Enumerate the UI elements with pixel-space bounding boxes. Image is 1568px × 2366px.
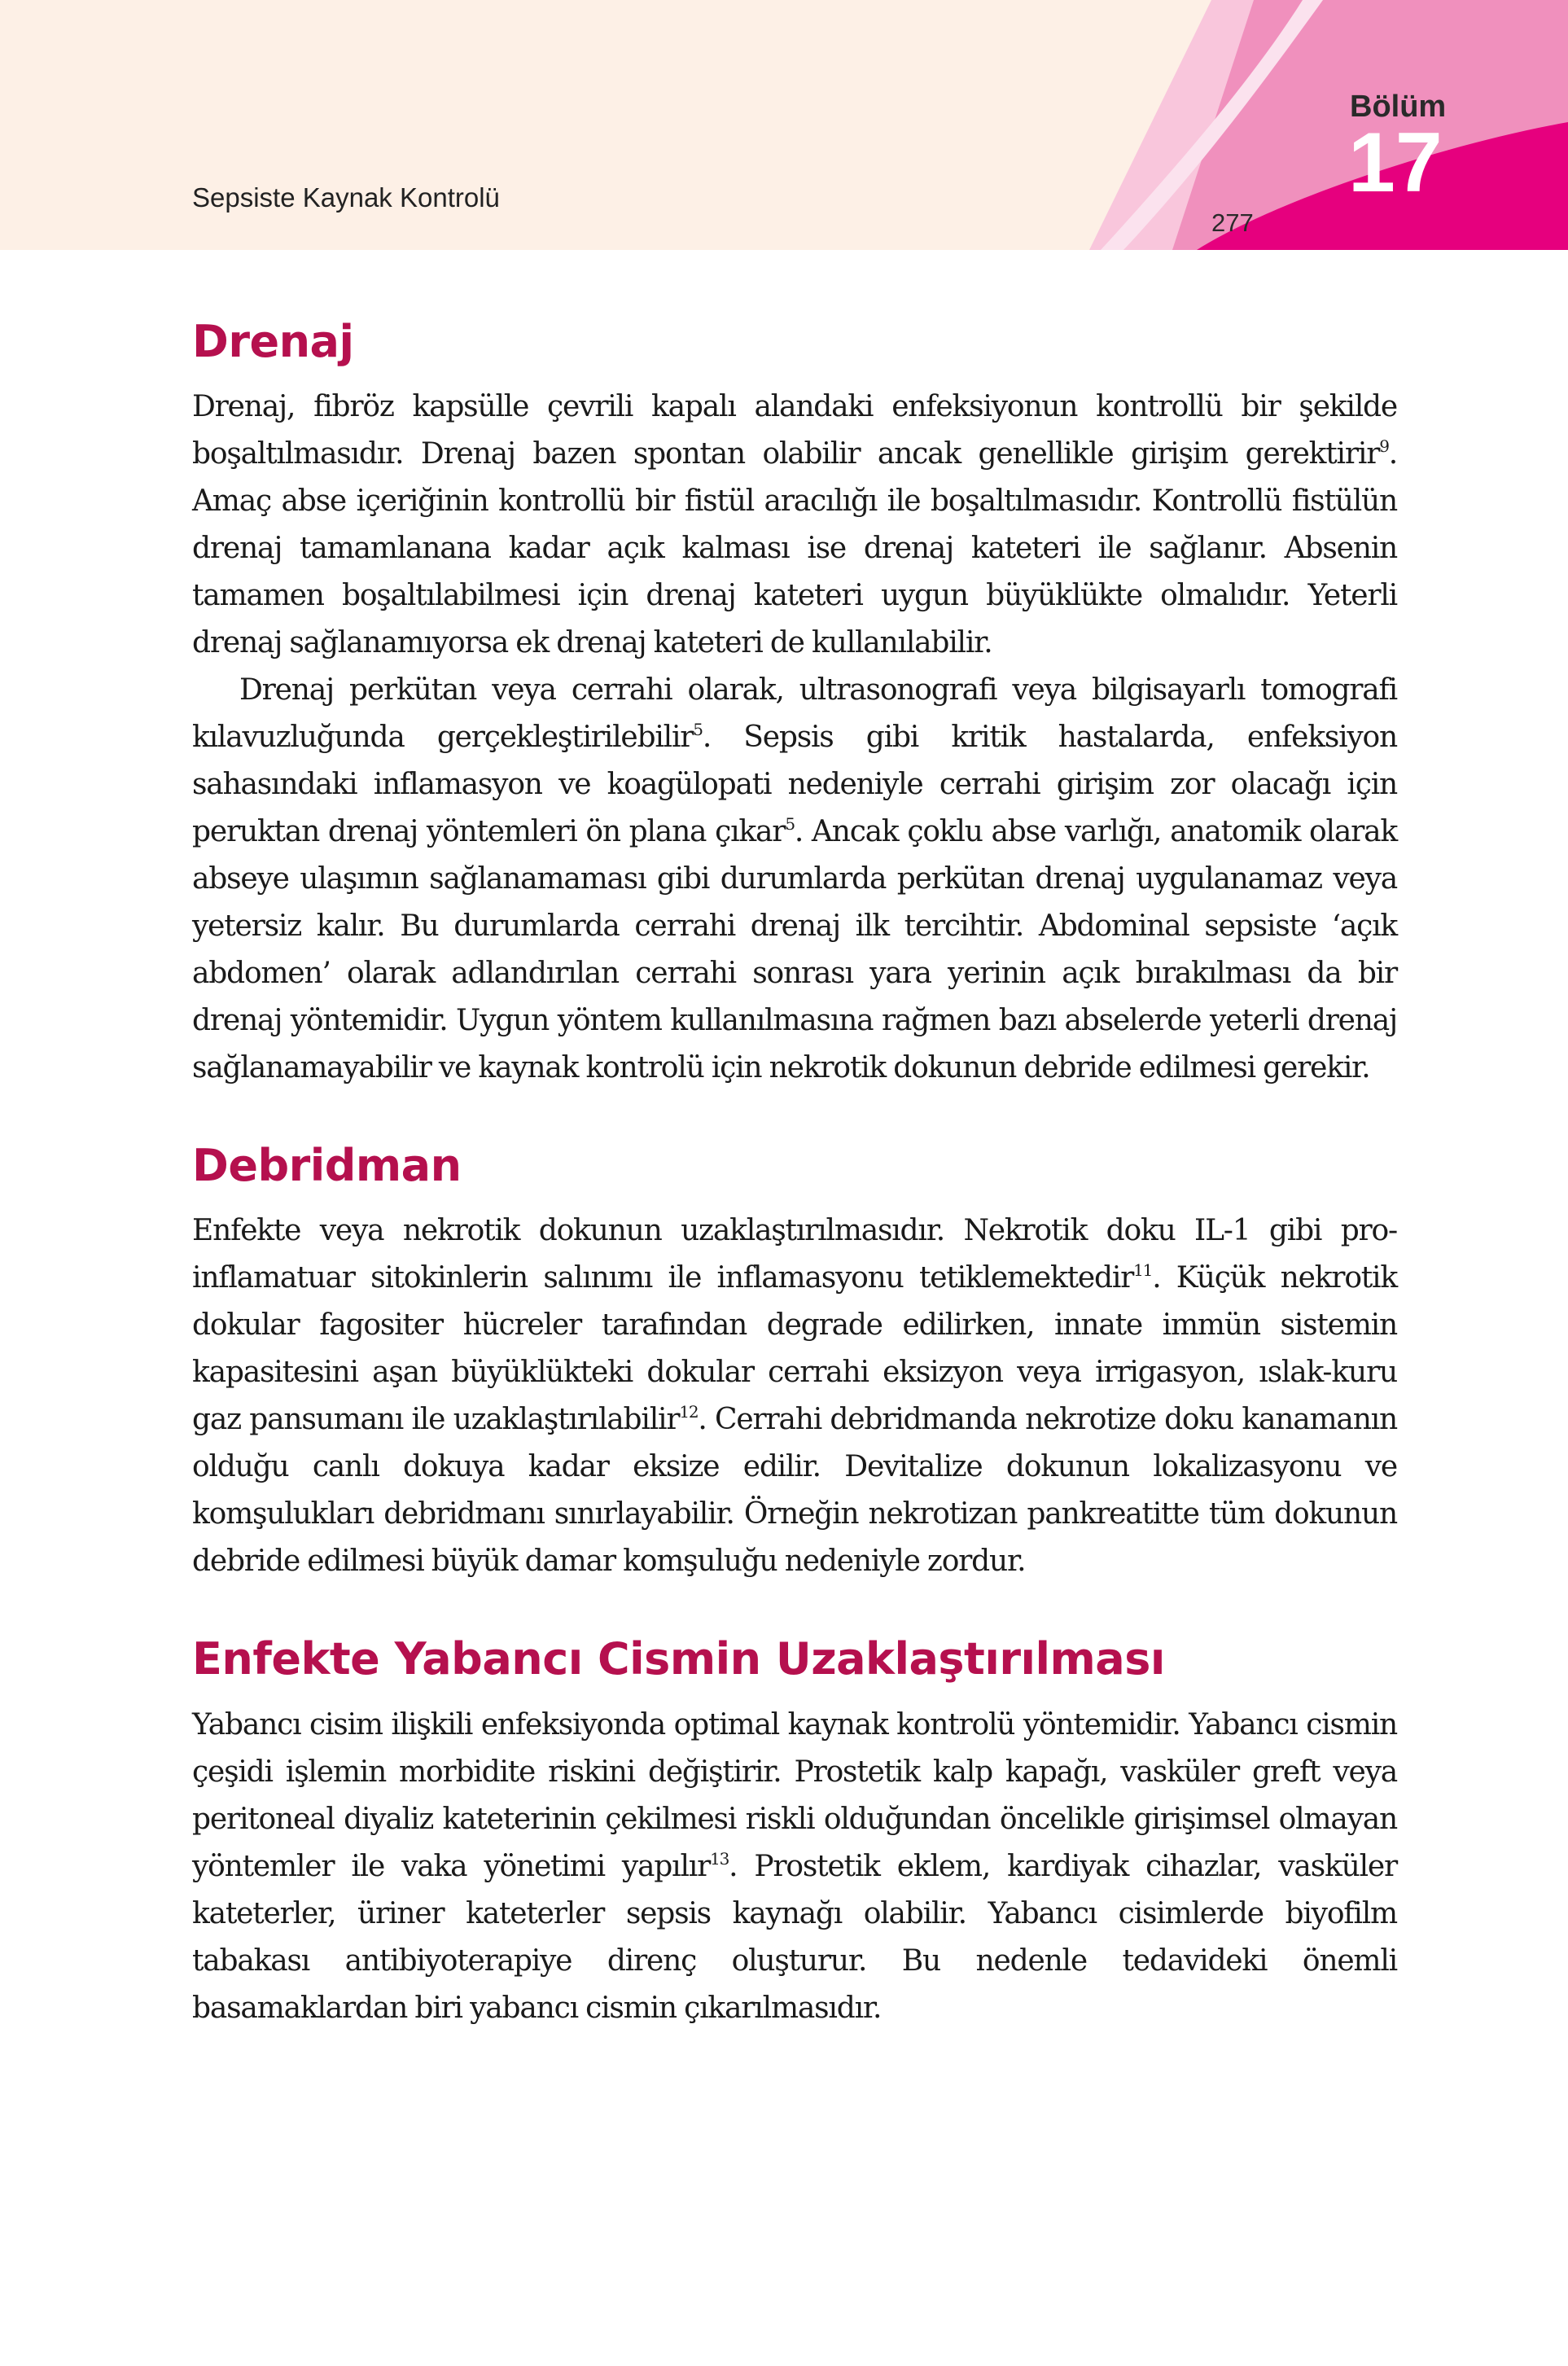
paragraph: Yabancı cisim ilişkili enfeksiyonda optimal kaynak kontrolü yöntemidir. Yabancı cismin çeşidi işlemin morbidite riskini değiştirir. Prostetik kalp kapağı, vasküler greft veya peritoneal diyaliz kateterinin çekilmesi riskli olduğundan öncelikle girişimsel olmayan yöntemler ile vaka yönetimi yapılır$^{13}$. Prostetik eklem, kardiyak cihazlar, vasküler kateterler, üriner kateterler sepsis kaynağı olabilir. Yabancı cisimlerde biyofilm tabakası antibiyoterapiye direnç oluşturur. Bu nedenle tedavideki önemli basamaklardan biri yabancı cismin çıkarılmasıdır. xyxy=(192,1707,1398,2025)
citation-ref: 5 xyxy=(785,814,795,835)
running-title: Sepsiste Kaynak Kontrolü xyxy=(192,182,500,213)
chapter-label: Bölüm xyxy=(1350,90,1447,124)
paragraph: Drenaj perkütan veya cerrahi olarak, ultrasonografi veya bilgisayarlı tomografi kılavuzluğunda gerçekleştirilebilir$^5$. Sepsis gibi kritik hastalarda, enfeksiyon sahasındaki inflamasyon ve koagülopati nedeniyle cerrahi girişim zor olacağı için peruktan drenaj yöntemleri ön plana çıkar$^5$. Ancak çoklu abse varlığı, anatomik olarak abseye ulaşımın sağlanamaması gibi durumlarda perkütan drenaj uygulanamaz veya yetersiz kalır. Bu durumlarda cerrahi drenaj ilk tercihtir. Abdominal sepsiste ‘açık abdomen’ olarak adlandırılan cerrahi sonrası yara yerinin açık bırakılması da bir drenaj yöntemidir. Uygun yöntem kullanılmasına rağmen bazı abselerde yeterli drenaj sağlanamayabilir ve kaynak kontrolü için nekrotik dokunun debride edilmesi gerekir. xyxy=(192,673,1398,1085)
citation-ref: 13 xyxy=(710,1848,729,1869)
paragraph: Drenaj, fibröz kapsülle çevrili kapalı alandaki enfeksiyonun kontrollü bir şekilde boşaltılmasıdır. Drenaj bazen spontan olabilir ancak genellikle girişim gerektirir$^9$. Amaç abse içeriğinin kontrollü bir fistül aracılığı ile boşaltılmasıdır. Kontrollü fistülün drenaj tamamlanana kadar açık kalması ise drenaj kateteri ile sağlanır. Absenin tamamen boşaltılabilmesi için drenaj kateteri uygun büyüklükte olmalıdır. Yeterli drenaj sağlanamıyorsa ek drenaj kateteri de kullanılabilir. xyxy=(192,390,1397,660)
section-heading: Debridman xyxy=(192,1140,462,1192)
citation-ref: 9 xyxy=(1379,436,1389,457)
paragraph: Enfekte veya nekrotik dokunun uzaklaştırılmasıdır. Nekrotik doku IL-1 gibi pro-inflamatuar sitokinlerin salınımı ile inflamasyonu tetiklemektedir$^{11}$. Küçük nekrotik dokular fagositer hücreler tarafından degrade edilirken, innate immün sistemin kapasitesini aşan büyüklükteki dokular cerrahi eksizyon veya irrigasyon, ıslak-kuru gaz pansumanı ile uzaklaştırılabilir$^{12}$. Cerrahi debridmanda nekrotize doku kanamanın olduğu canlı dokuya kadar eksize edilir. Devitalize dokunun lokalizasyonu ve komşulukları debridmanı sınırlayabilir. Örneğin nekrotizan pankreatitte tüm dokunun debride edilmesi büyük damar komşuluğu nedeniyle zordur. xyxy=(192,1214,1397,1579)
section-drenaj xyxy=(192,313,1397,1092)
citation-ref: 11 xyxy=(1133,1260,1153,1281)
section-heading: Drenaj xyxy=(192,316,354,367)
citation-ref: 5 xyxy=(693,720,703,740)
page-number: 277 xyxy=(1211,208,1254,237)
section-debridman xyxy=(192,1137,1397,1585)
chapter-number: 17 xyxy=(1348,116,1443,210)
section-yabanci-cisim xyxy=(192,1631,1397,2031)
article-body xyxy=(192,313,1397,2032)
page-header xyxy=(0,0,1568,250)
citation-ref: 12 xyxy=(679,1402,699,1422)
section-heading: Enfekte Yabancı Cismin Uzaklaştırılması xyxy=(192,1633,1165,1685)
